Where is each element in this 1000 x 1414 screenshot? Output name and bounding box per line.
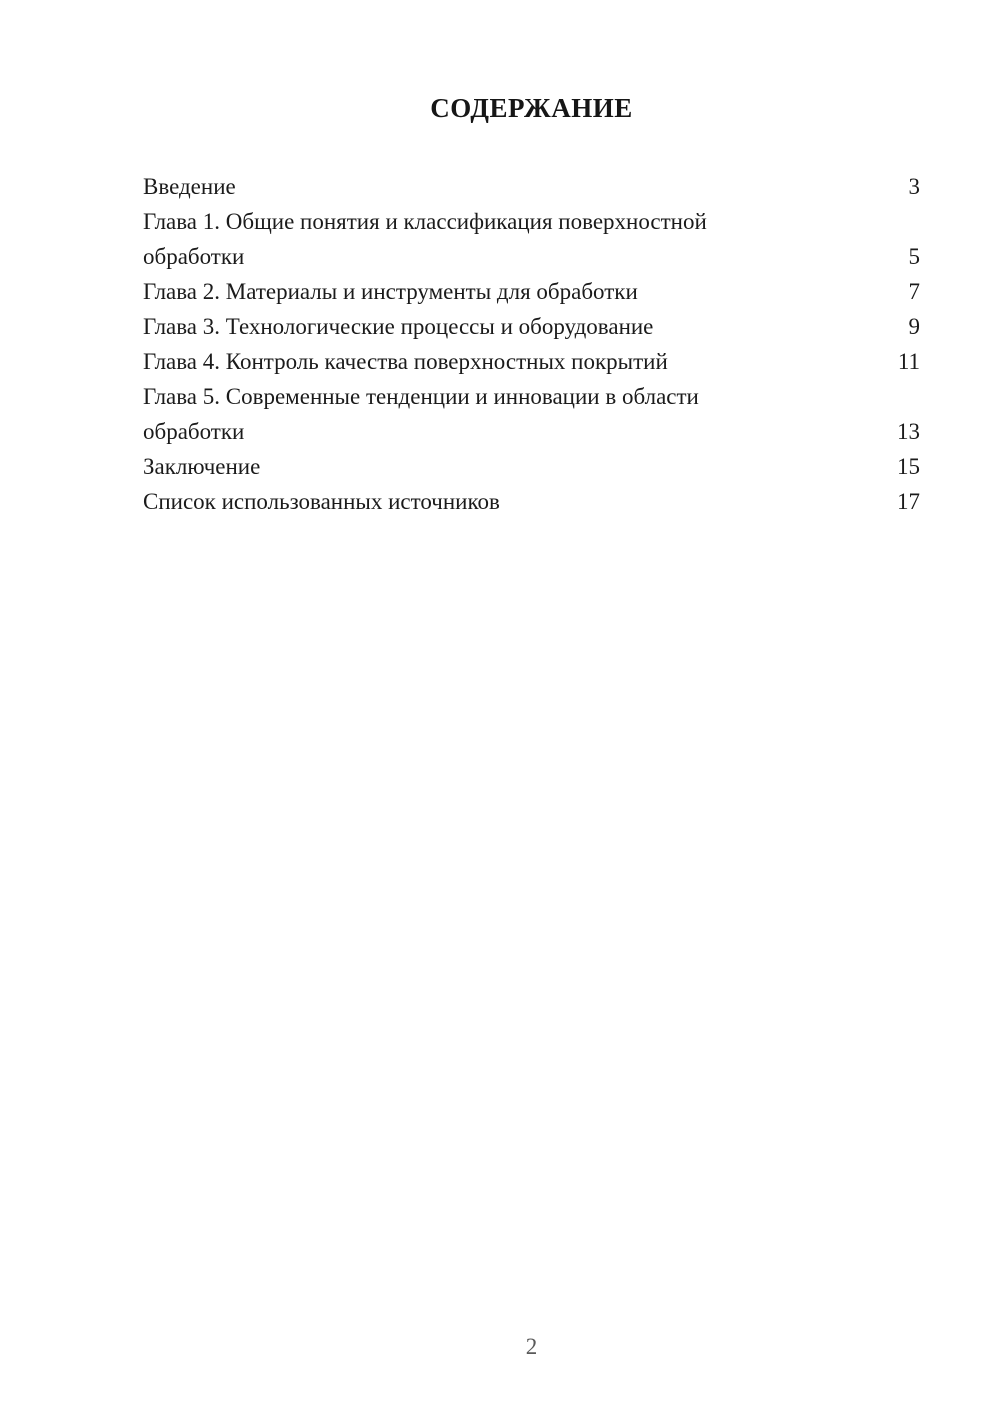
toc-entry-label: Глава 1. Общие понятия и классификация поверхностной обработки [143, 209, 707, 269]
toc-entry [143, 274, 920, 309]
toc-entry [143, 169, 920, 204]
toc-entry-page-number: 11 [897, 349, 920, 374]
toc-entry-page-number: 3 [908, 174, 920, 199]
page-title: СОДЕРЖАНИЕ [430, 93, 633, 123]
toc-entry-label: Глава 2. Материалы и инструменты для обработки [143, 279, 638, 304]
toc-entry-label: Глава 3. Технологические процессы и оборудование [143, 314, 654, 339]
toc-entry-label: Заключение [143, 454, 261, 479]
toc-entry-label: Глава 5. Современные тенденции и инновации в области обработки [143, 384, 699, 444]
toc-entry-page-number: 7 [908, 279, 920, 304]
toc-entry [143, 379, 920, 449]
toc-entry [143, 204, 920, 274]
toc-entry [143, 344, 920, 379]
toc-entry-label: Введение [143, 174, 236, 199]
toc-entry [143, 309, 920, 344]
toc-entry-page-number: 5 [908, 244, 920, 269]
toc-entry [143, 484, 920, 519]
table-of-contents [143, 169, 920, 519]
toc-entry-page-number: 13 [897, 419, 920, 444]
toc-entry-page-number: 17 [897, 489, 920, 514]
page-number: 2 [525, 1334, 538, 1359]
toc-entry-page-number: 15 [897, 454, 920, 479]
toc-entry-page-number: 9 [908, 314, 920, 339]
page-number-footer [143, 1329, 920, 1364]
toc-entry-label: Список использованных источников [143, 489, 500, 514]
toc-entry-label: Глава 4. Контроль качества поверхностных покрытий [143, 349, 668, 374]
toc-entry [143, 449, 920, 484]
